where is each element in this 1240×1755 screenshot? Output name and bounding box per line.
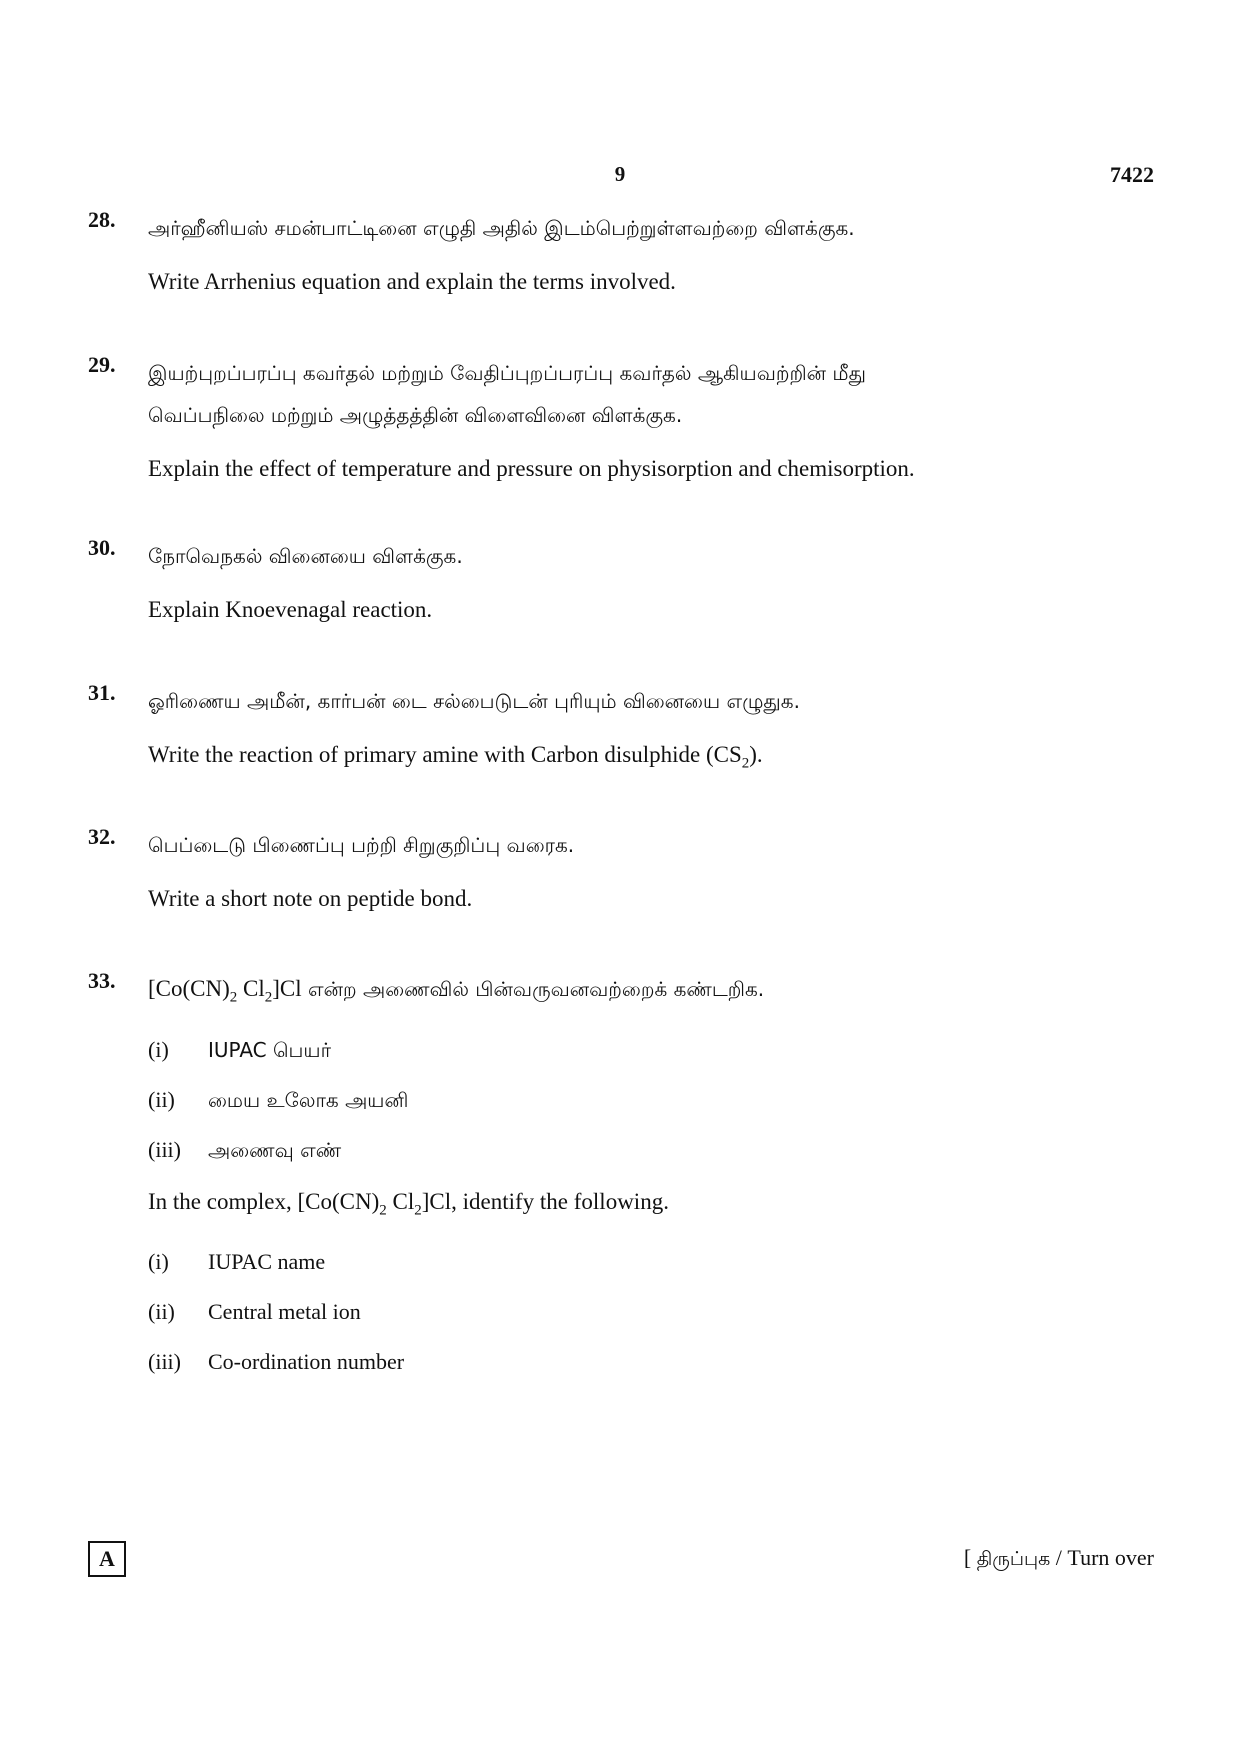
question-tamil: அர்ஹீனியஸ் சமன்பாட்டினை எழுதி அதில் இடம்பெற்றுள்ளவற்றை விளக்குக. xyxy=(148,216,855,240)
question-english: In the complex, [$Co(CN)_2$ $Cl_2]Cl$, identify the following. xyxy=(148,1188,669,1219)
question-number: 31. xyxy=(88,680,116,705)
list-item: (ii) மைய உலோக அயனி xyxy=(148,1086,409,1112)
question-english: Write a short note on peptide bond. xyxy=(148,886,473,911)
list-item: (i) IUPAC பெயர் xyxy=(148,1036,332,1062)
complex-formula: [$Co(CN)_2$ $Cl_2]Cl$ xyxy=(148,976,302,1006)
question-tamil-line2: வெப்பநிலை மற்றும் அழுத்தத்தின் விளைவினை விளக்குக. xyxy=(148,403,683,427)
version-box: A xyxy=(88,1541,126,1577)
question-tamil-line1: இயற்புறப்பரப்பு கவர்தல் மற்றும் வேதிப்புறப்பரப்பு கவர்தல் ஆகியவற்றின் மீது xyxy=(148,361,866,385)
list-item: (i) IUPAC name xyxy=(148,1249,326,1275)
list-item: (ii) Central metal ion xyxy=(148,1299,361,1325)
question-29 xyxy=(88,352,1158,490)
question-tamil: நோவெநகல் வினையை விளக்குக. xyxy=(148,544,463,568)
question-32 xyxy=(88,824,1158,920)
paper-code: 7422 xyxy=(1110,162,1154,187)
question-number: 30. xyxy=(88,535,116,560)
question-tamil: ஓரிணைய அமீன், கார்பன் டை சல்பைடுடன் புரியும் வினையை எழுதுக. xyxy=(148,689,800,713)
question-number: 33. xyxy=(88,968,116,993)
question-english: Write Arrhenius equation and explain the terms involved. xyxy=(148,269,676,294)
list-item: (iii) Co-ordination number xyxy=(148,1349,405,1375)
list-item: (iii) அணைவு எண் xyxy=(148,1136,342,1162)
question-tamil: பெப்டைடு பிணைப்பு பற்றி சிறுகுறிப்பு வரைக. xyxy=(148,833,575,857)
question-30 xyxy=(88,535,1158,631)
question-28 xyxy=(88,207,1158,303)
turn-over-note: [ திருப்புக / Turn over xyxy=(963,1545,1154,1570)
question-number: 28. xyxy=(88,207,116,232)
question-english: Explain the effect of temperature and pressure on physisorption and chemisorption. xyxy=(148,456,915,481)
question-english: Write the reaction of primary amine with Carbon disulphide $(CS_2)$. xyxy=(148,742,763,772)
question-number: 29. xyxy=(88,352,116,377)
question-number: 32. xyxy=(88,824,116,849)
question-33 xyxy=(88,968,1158,1381)
page-number: 9 xyxy=(614,162,626,186)
question-english: Explain Knoevenagal reaction. xyxy=(148,597,433,622)
question-tamil: [$Co(CN)_2$ $Cl_2]Cl$ என்ற அணைவில் பின்வருவனவற்றைக் கண்டறிக. xyxy=(148,976,765,1006)
question-31 xyxy=(88,680,1158,785)
